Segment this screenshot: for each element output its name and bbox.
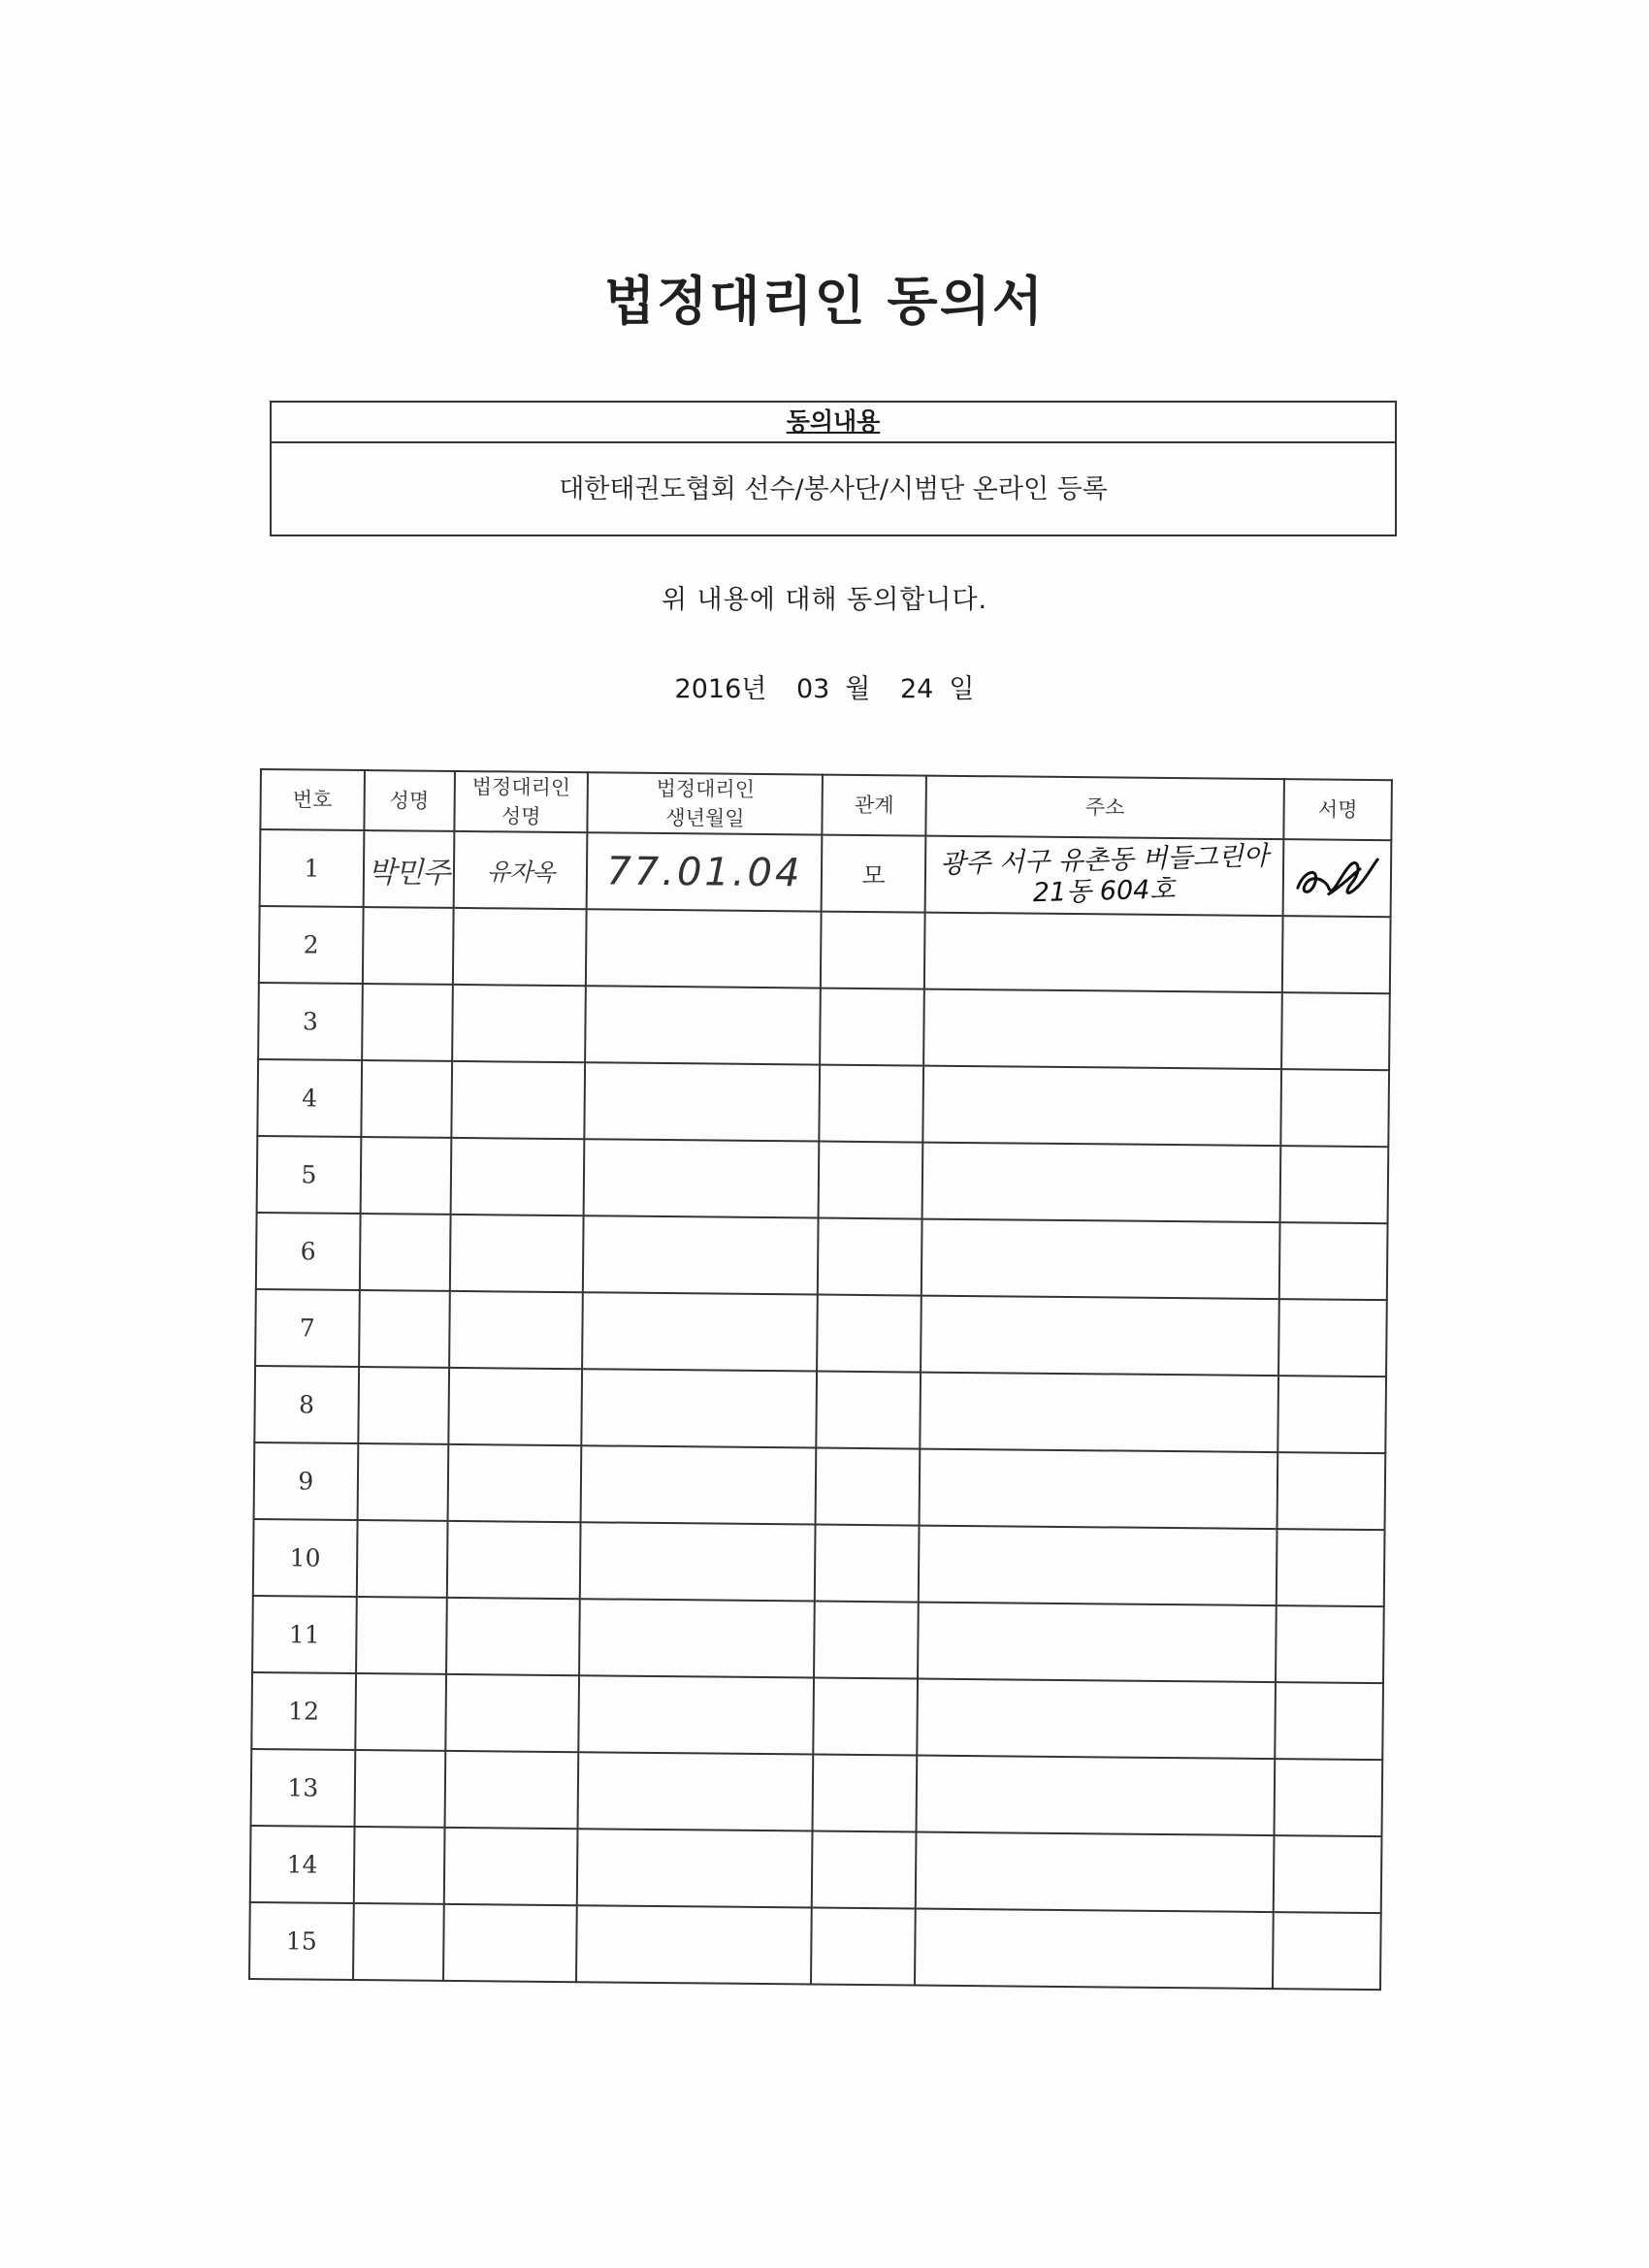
empty-cell [922, 1143, 1281, 1223]
empty-cell [576, 1905, 812, 1984]
empty-cell [452, 985, 587, 1062]
header-guardian-birth-line2: 생년월일 [665, 806, 745, 830]
empty-cell [1279, 1222, 1388, 1300]
empty-cell [358, 1367, 449, 1444]
signature-scribble [1290, 849, 1384, 908]
empty-cell [363, 907, 454, 985]
empty-cell [578, 1752, 814, 1831]
table-row [251, 1749, 1383, 1836]
handwritten-signature [1283, 839, 1392, 917]
header-guardian-birth [588, 772, 823, 834]
empty-cell [582, 1369, 818, 1447]
empty-cell [360, 1214, 451, 1291]
empty-cell [821, 912, 924, 989]
handwritten-address [925, 836, 1284, 917]
row-number: 7 [255, 1289, 360, 1367]
table-header-row [260, 769, 1392, 840]
date-year: 2016년 [674, 674, 767, 704]
empty-cell [580, 1522, 816, 1601]
date-day-unit: 일 [949, 674, 975, 704]
empty-cell [924, 913, 1283, 993]
empty-cell [446, 1598, 581, 1675]
empty-cell [1277, 1529, 1385, 1606]
empty-cell [443, 1904, 578, 1982]
empty-cell [922, 1219, 1280, 1300]
empty-cell [818, 1218, 922, 1296]
empty-cell [1273, 1912, 1381, 1990]
empty-cell [1282, 916, 1391, 993]
empty-cell [453, 908, 588, 986]
table-row [255, 1289, 1387, 1377]
empty-cell [816, 1448, 920, 1526]
empty-cell [586, 909, 822, 988]
document-title: 법정대리인 동의서 [603, 270, 1046, 332]
handwritten-guardian-birth: 77.01.04 [587, 832, 823, 911]
empty-cell [353, 1903, 444, 1981]
empty-cell [1278, 1299, 1387, 1377]
address-line1: 광주 서구 유촌동 버들그린아 [939, 840, 1270, 880]
empty-cell [451, 1061, 586, 1139]
empty-cell [1274, 1835, 1382, 1913]
table-row [257, 1059, 1389, 1147]
date-line [0, 667, 1649, 705]
empty-cell [583, 1215, 819, 1294]
empty-cell [917, 1679, 1276, 1760]
row-number: 5 [257, 1136, 362, 1214]
header-relation: 관계 [823, 775, 926, 836]
empty-cell [447, 1521, 582, 1599]
date-month-value: 03 [795, 674, 830, 704]
relation-value: 모 [822, 835, 925, 913]
empty-cell [357, 1443, 448, 1521]
row-number: 10 [253, 1519, 358, 1597]
empty-cell [1280, 1069, 1389, 1147]
header-no: 번호 [260, 769, 364, 830]
empty-cell [444, 1751, 579, 1829]
row-number: 12 [251, 1672, 356, 1750]
row-number: 13 [251, 1749, 356, 1827]
row-number: 14 [250, 1826, 355, 1903]
empty-cell [817, 1372, 921, 1449]
table-row [258, 983, 1390, 1070]
empty-cell [584, 1139, 820, 1217]
table-row [254, 1366, 1386, 1453]
empty-cell [815, 1525, 919, 1603]
table-row [252, 1596, 1384, 1683]
header-guardian-birth-line1: 법정대리인 [656, 776, 756, 801]
header-guardian-name-line2: 성명 [501, 804, 541, 828]
empty-cell [915, 1909, 1274, 1990]
table-body [249, 829, 1391, 1990]
empty-cell [921, 1296, 1279, 1377]
empty-cell [1277, 1452, 1386, 1530]
empty-cell [450, 1215, 585, 1292]
empty-cell [583, 1292, 819, 1371]
roster-table [248, 768, 1393, 1991]
empty-cell [356, 1597, 447, 1674]
table-row [250, 1826, 1382, 1913]
row-number: 9 [254, 1442, 359, 1520]
consent-heading: 동의내용 [272, 403, 1395, 443]
empty-cell [1281, 992, 1390, 1070]
empty-cell [357, 1520, 448, 1598]
row-number: 15 [249, 1902, 354, 1980]
empty-cell [917, 1756, 1276, 1836]
empty-cell [918, 1603, 1277, 1683]
date-month-unit: 월 [845, 674, 871, 704]
row-number: 3 [258, 983, 363, 1060]
empty-cell [1275, 1682, 1383, 1760]
empty-cell [445, 1674, 580, 1752]
empty-cell [811, 1908, 915, 1986]
table-row [257, 1136, 1389, 1223]
empty-cell [579, 1675, 815, 1754]
table-row [254, 1442, 1386, 1530]
table-row [259, 906, 1391, 993]
empty-cell [820, 1065, 923, 1143]
empty-cell [361, 1060, 452, 1138]
empty-cell [354, 1750, 445, 1828]
empty-cell [1280, 1146, 1389, 1223]
empty-cell [355, 1673, 446, 1751]
empty-cell [916, 1832, 1275, 1913]
empty-cell [814, 1602, 918, 1679]
address-line2: 21동 604호 [1032, 874, 1177, 908]
empty-cell [922, 1066, 1281, 1147]
header-address: 주소 [925, 776, 1284, 840]
table-row [253, 1519, 1385, 1606]
empty-cell [814, 1678, 918, 1756]
consent-content: 대한태권도협회 선수/봉사단/시범단 온라인 등록 [559, 474, 1108, 504]
row-number: 4 [257, 1059, 362, 1137]
handwritten-guardian-name: 유자옥 [453, 831, 588, 909]
empty-cell [580, 1599, 816, 1677]
empty-cell [819, 1142, 922, 1219]
date-day-value: 24 [899, 674, 934, 704]
table-row [256, 1213, 1388, 1300]
empty-cell [1276, 1605, 1384, 1683]
table-row [260, 829, 1392, 917]
handwritten-name: 박민주 [363, 830, 454, 908]
empty-cell [360, 1137, 451, 1215]
empty-cell [585, 1062, 821, 1141]
row-number: 2 [259, 906, 364, 984]
row-number: 11 [252, 1596, 357, 1673]
empty-cell [447, 1444, 582, 1522]
empty-cell [354, 1827, 445, 1904]
table-row [251, 1672, 1383, 1760]
header-name: 성명 [364, 770, 455, 831]
empty-cell [581, 1445, 817, 1524]
empty-cell [813, 1755, 917, 1832]
empty-cell [449, 1291, 584, 1369]
empty-cell [443, 1828, 578, 1905]
empty-cell [920, 1373, 1278, 1453]
empty-cell [359, 1290, 450, 1368]
row-number: 8 [254, 1366, 359, 1443]
row-number: 1 [260, 829, 365, 907]
table-row [249, 1902, 1381, 1990]
empty-cell [448, 1368, 583, 1445]
header-guardian-name-line1: 법정대리인 [471, 775, 571, 800]
empty-cell [362, 984, 453, 1061]
empty-cell [919, 1526, 1277, 1606]
empty-cell [586, 986, 822, 1064]
empty-cell [920, 1449, 1278, 1530]
empty-cell [817, 1295, 921, 1373]
header-signature: 서명 [1283, 779, 1392, 840]
empty-cell [577, 1829, 813, 1907]
empty-cell [450, 1138, 585, 1215]
empty-cell [1274, 1759, 1382, 1836]
empty-cell [820, 988, 923, 1066]
agreement-statement: 위 내용에 대해 동의합니다. [661, 585, 988, 615]
empty-cell [812, 1831, 916, 1909]
consent-box [270, 401, 1397, 536]
empty-cell [923, 989, 1282, 1070]
header-guardian-name [454, 771, 588, 832]
empty-cell [1277, 1376, 1386, 1453]
row-number: 6 [256, 1213, 361, 1290]
